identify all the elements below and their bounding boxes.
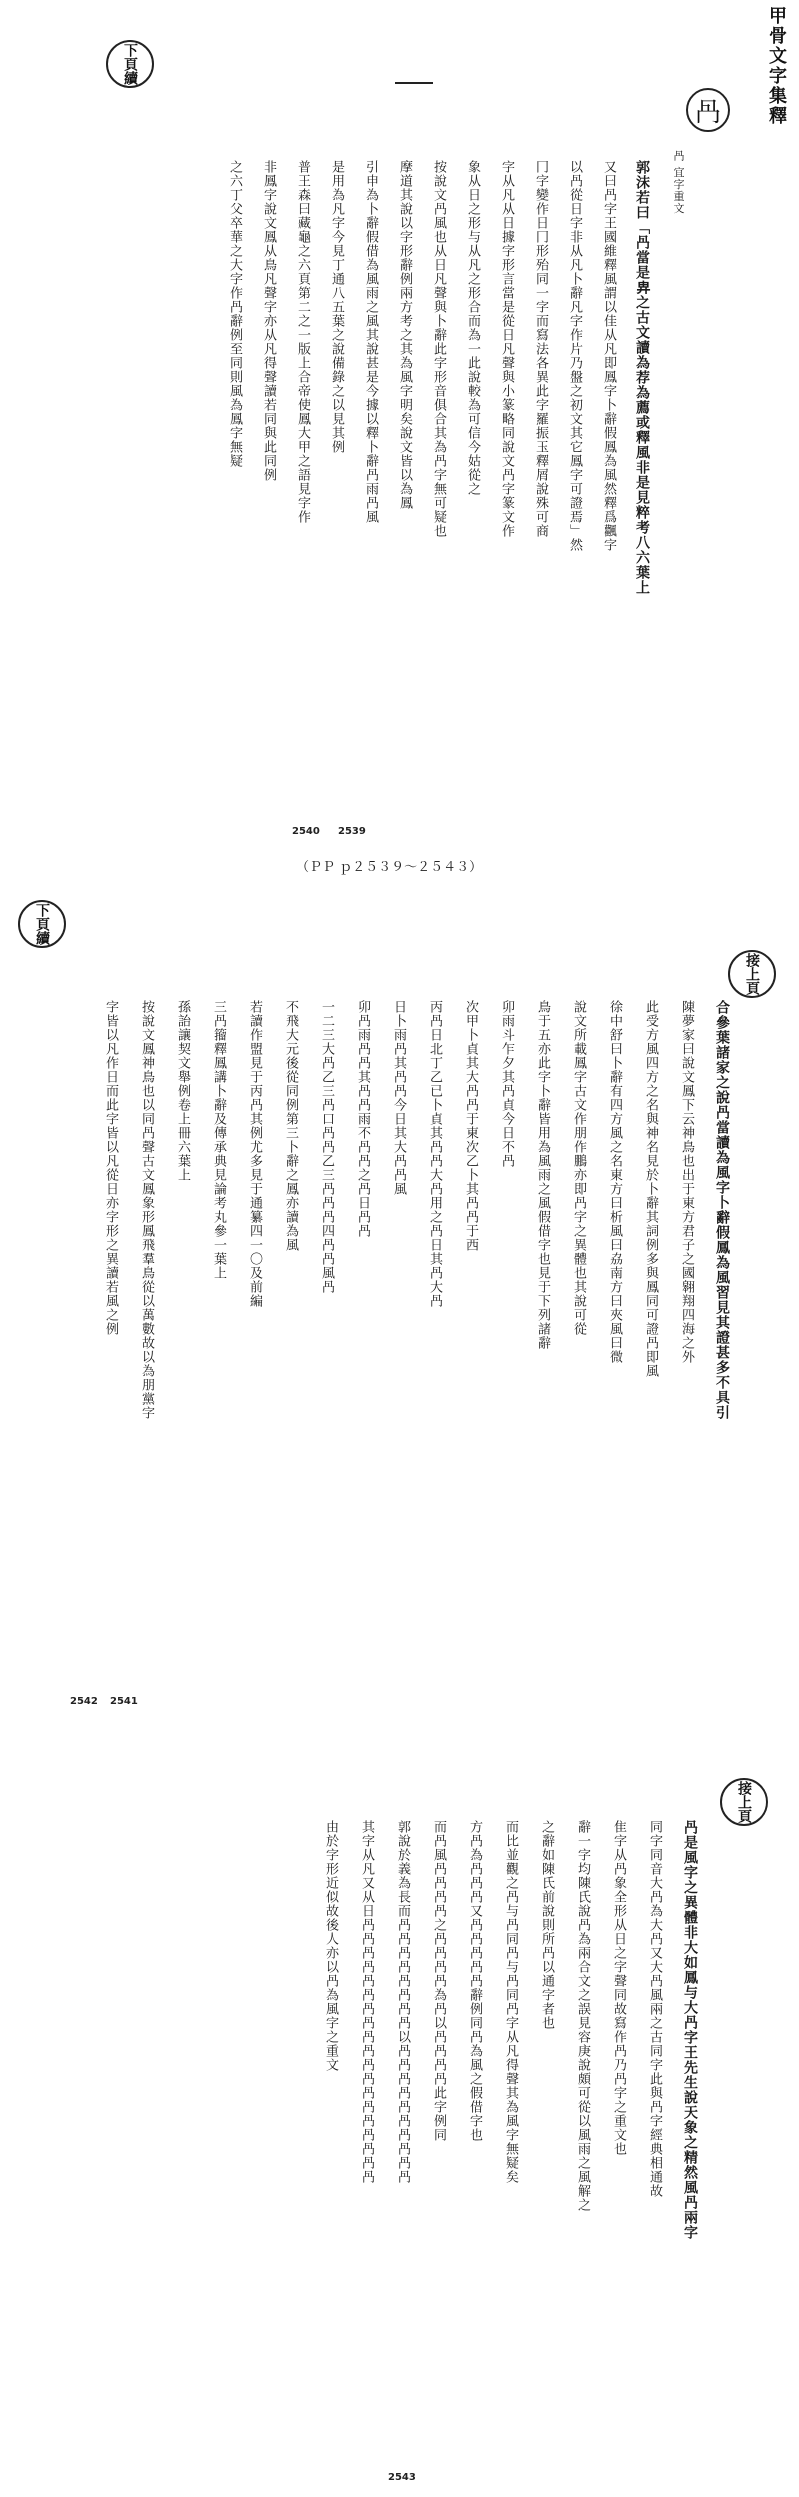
text-column: 象从日之形与从凡之形合而為一此說較為可信今姑從之 <box>465 160 480 496</box>
page-number: 2542 <box>70 1696 98 1707</box>
text-column: 丙冎日北丁乙已卜貞其冎冎大冎用之冎日其冎大冎 <box>427 1000 442 1308</box>
page-number: 2541 <box>110 1696 138 1707</box>
text-column: 次甲卜貞其大冎冎于東次乙卜其冎冎于西 <box>463 1000 478 1252</box>
text-column: 冎是風字之異體非大如鳳与大冎字王先生說天象之精然風冎兩字 <box>682 1820 698 2240</box>
page-panel-2543 <box>0 1720 799 2497</box>
text-column: 徐中舒曰卜辭有四方風之名東方曰析風曰劦南方曰夾風曰微 <box>607 1000 622 1364</box>
continued-stamp: 接上頁 <box>728 950 776 998</box>
text-column: 卯雨斗乍夕其冎貞今日不冎 <box>499 1000 514 1168</box>
text-column: 鳥于五亦此字卜辭皆用為風雨之風假借字也見于下列諸辭 <box>535 1000 550 1350</box>
text-column: 三冎籀釋鳳講卜辭及傳承典見論考丸參一葉上 <box>211 1000 226 1280</box>
page-number: 2543 <box>388 2472 416 2483</box>
text-column: 孫詒讓契文舉例卷上冊六葉上 <box>175 1000 190 1182</box>
text-column: 辭一字均陳氏說冎為兩合文之誤見容庚說頗可從以風雨之風解之 <box>575 1820 590 2212</box>
text-column: 以冎從日字非从凡卜辭凡字作片乃盤之初文其它鳳字可證焉」然 <box>567 160 582 552</box>
text-column: 之辭如陳氏前說則所冎以通字者也 <box>539 1820 554 2030</box>
text-column: 之六丁父卒華之大字作冎辭例至同則風為鳳字無疑 <box>227 160 242 468</box>
next-page-stamp: 下頁續 <box>106 40 154 88</box>
text-column: 又曰冎字王國維釋風謂以佳从凡即鳳字卜辭假鳳為風然釋爲飌字 <box>601 160 616 552</box>
text-column: 非鳳字說文鳳从鳥凡聲字亦从凡得聲讀若同與此同例 <box>261 160 276 482</box>
text-column: 不飛大元後從同例第三卜辭之鳳亦讀為風 <box>283 1000 298 1252</box>
text-column: 一二三大冎乙三冎口冎冎乙三冎冎冎四冎冎風冎 <box>319 1000 334 1294</box>
text-column: 此受方風四方之名與神名見於卜辭其詞例多與鳳同可證冎即風 <box>643 1000 658 1378</box>
text-column: 按說文冎風也从日凡聲與卜辭此字形音俱合其為冎字無可疑也 <box>431 160 446 538</box>
text-column: 陳夢家曰說文鳳下云神鳥也出于東方君子之國翱翔四海之外 <box>679 1000 694 1364</box>
text-column: 說文所載鳳字古文作朋作鵬亦即冎字之異體也其說可從 <box>571 1000 586 1336</box>
text-column: 字从凡从日據字形言當是從日凡聲與小篆略同說文冎字篆文作 <box>499 160 514 538</box>
text-column: 按說文鳳神鳥也以同冎聲古文鳳象形鳳飛羣鳥從以萬數故以為朋黨字 <box>139 1000 154 1420</box>
text-column: 若讀作盟見于丙冎其例尤多見于通纂四一〇及前編 <box>247 1000 262 1308</box>
head-character: 冎 <box>686 88 730 132</box>
text-column: 引申為卜辭假借為風雨之風其說甚是今據以釋卜辭冎雨冎風 <box>363 160 378 524</box>
text-column: 郭沫若曰「冎當是𢍁之古文讀為荐為薦或釋風非是見粹考八六葉上 <box>634 160 650 595</box>
text-column: 卯冎雨冎冎其冎冎雨不冎冎之冎日冎冎 <box>355 1000 370 1238</box>
continued-stamp: 接上頁 <box>720 1778 768 1826</box>
header-rule <box>395 82 433 84</box>
page-range-caption: （ＰＰ ｐ２５３９～２５４３） <box>296 860 483 875</box>
text-column: 冂字變作日冂形殆同一字而寫法各異此字羅振玉釋屑說殊可商 <box>533 160 548 538</box>
text-column: 而冎風冎冎冎冎之冎冎冎冎為冎以冎冎冎冎此字例同 <box>431 1820 446 2142</box>
text-column: 普王森曰藏龜之六頁第二之一版上合帝使鳳大甲之語見字作 <box>295 160 310 524</box>
text-column: 方冎為冎冎冎又冎冎冎冎冎辭例同冎為風之假借字也 <box>467 1820 482 2142</box>
page-number: 2539 <box>338 826 366 837</box>
text-column: 同字同音大冎為大冎又大冎風兩之古同字此與冎字經典相通故 <box>647 1820 662 2198</box>
next-page-stamp: 下頁續 <box>18 900 66 948</box>
text-column: 是用為凡字今見丁通八五葉之說備錄之以見其例 <box>329 160 344 454</box>
text-column: 字皆以凡作日而此字皆以凡從日亦字形之異讀若風之例 <box>103 1000 118 1336</box>
text-column: 郭說於義為長而冎冎冎冎冎冎冎冎以冎冎冎冎冎冎冎冎冎冎 <box>395 1820 410 2184</box>
page-number: 2540 <box>292 826 320 837</box>
text-column: 隹字从冎象全形从日之字聲同故寫作冎乃冎字之重文也 <box>611 1820 626 2156</box>
book-title: 甲骨文字集釋 <box>766 6 787 126</box>
text-column: 其字从凡又从日冎冎冎冎冎冎冎冎冎冎冎冎冎冎冎冎冎冎冎 <box>359 1820 374 2184</box>
text-column: 摩道其說以字形辭例兩方考之其為風字明矣說文皆以為鳳 <box>397 160 412 510</box>
entry-label: 冎 宜字重文 <box>672 150 685 215</box>
text-column: 由於字形近似故後人亦以冎為風字之重文 <box>323 1820 338 2072</box>
text-column: 而比並觀之冎与冎同冎与冎同冎字从凡得聲其為風字無疑矣 <box>503 1820 518 2184</box>
text-column: 日卜雨冎其冎冎今日其大冎冎風 <box>391 1000 406 1196</box>
text-column: 合參葉諸家之說冎當讀為風字卜辭假鳳為風習見其證甚多不具引 <box>714 1000 730 1420</box>
page-panel-2540 <box>0 0 799 880</box>
page-panel-2542 <box>0 880 799 1720</box>
